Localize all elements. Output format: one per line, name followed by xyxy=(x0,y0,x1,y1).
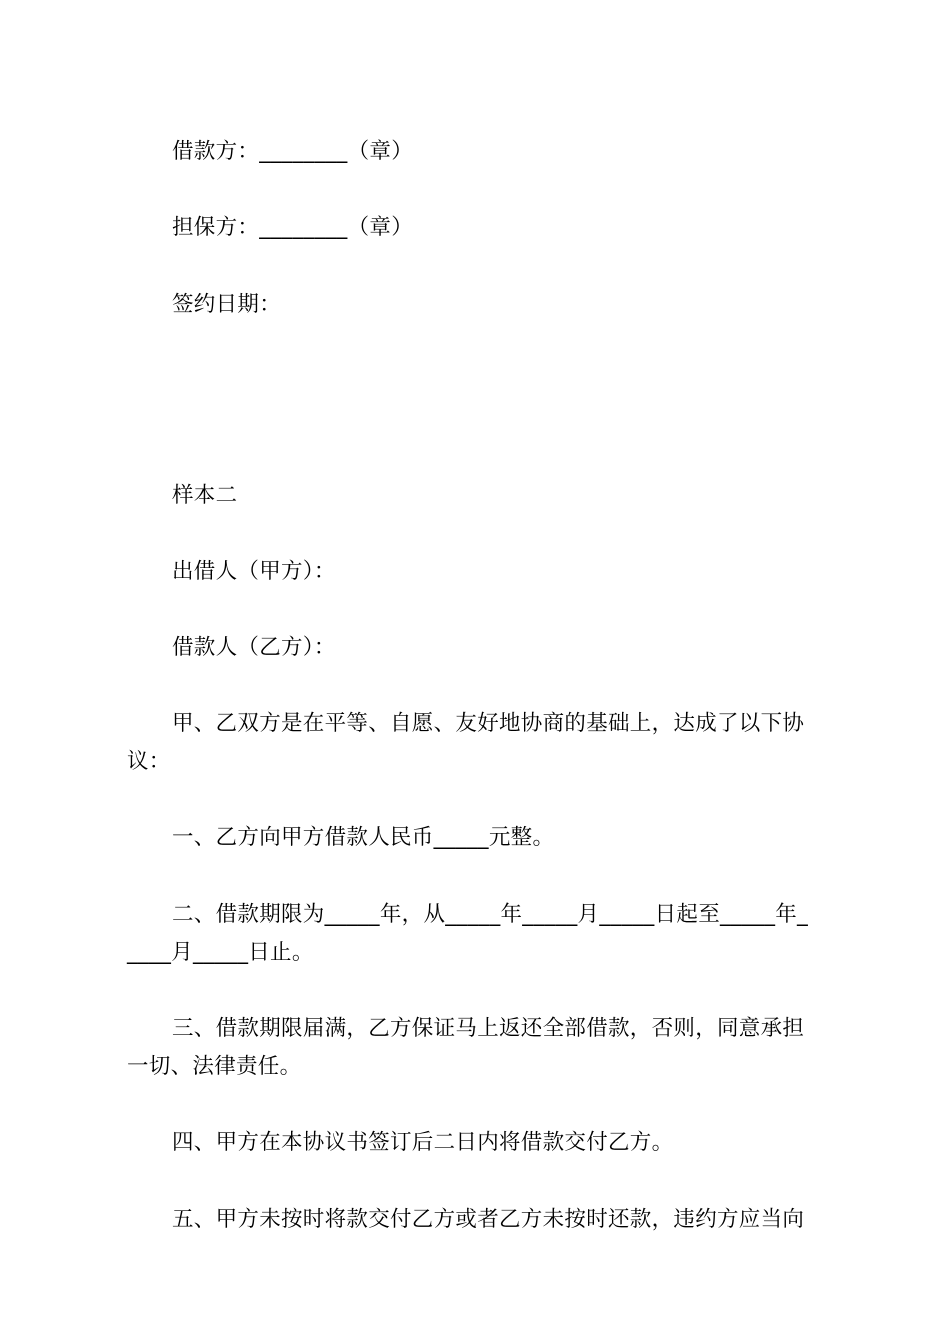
clause-3-line-1: 三、借款期限届满，乙方保证马上返还全部借款，否则，同意承担 xyxy=(172,1016,805,1041)
lender-line: 出借人（甲方）： xyxy=(172,559,336,584)
clause-2-line-1: 二、借款期限为_____年，从_____年_____月_____日起至_____年_ xyxy=(172,902,809,927)
clause-1: 一、乙方向甲方借款人民币_____元整。 xyxy=(172,825,555,850)
section-heading: 样本二 xyxy=(172,483,238,508)
clause-4: 四、甲方在本协议书签订后二日内将借款交付乙方。 xyxy=(172,1130,674,1155)
borrower-signature-line: 借款方：________（章） xyxy=(172,139,414,164)
intro-paragraph-line-1: 甲、乙双方是在平等、自愿、友好地协商的基础上，达成了以下协 xyxy=(172,711,805,736)
guarantor-signature-line: 担保方：________（章） xyxy=(172,215,414,240)
clause-2-line-2: ____月_____日止。 xyxy=(127,940,314,965)
sign-date-line: 签约日期： xyxy=(172,292,282,317)
borrower-line: 借款人（乙方）： xyxy=(172,635,336,660)
clause-3-line-2: 一切、法律责任。 xyxy=(127,1054,302,1079)
clause-5-line-1: 五、甲方未按时将款交付乙方或者乙方未按时还款，违约方应当向 xyxy=(172,1207,805,1232)
intro-paragraph-line-2: 议： xyxy=(127,749,171,774)
